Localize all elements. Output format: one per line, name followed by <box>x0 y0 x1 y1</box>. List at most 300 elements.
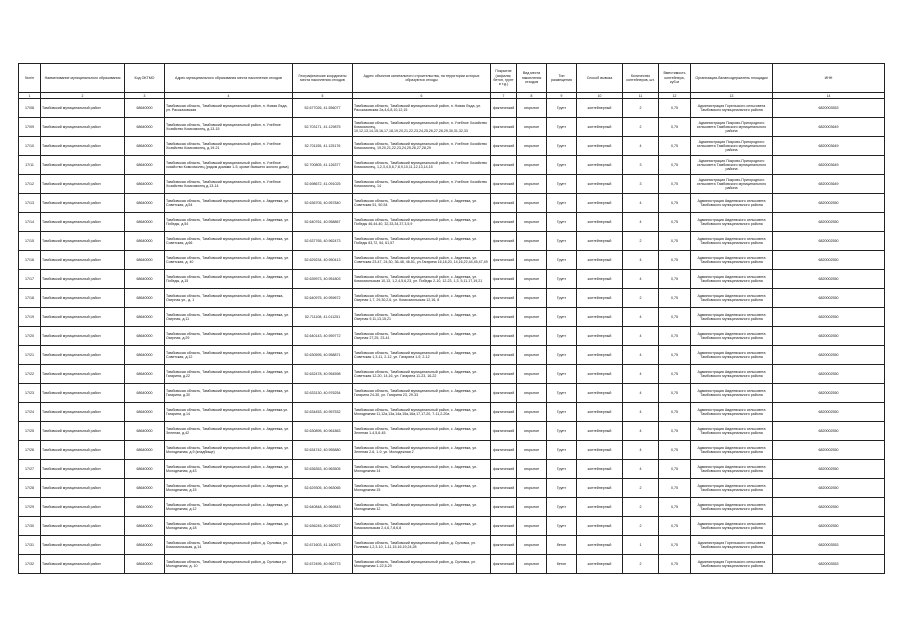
column-number: 1 <box>19 93 41 99</box>
cell-site-address: Тамбовская область, Тамбовский муниципальный район, с. Авдеевка, ул. Зеленая, д.42 <box>165 422 293 441</box>
cell-owner-organization: Администрация Покрово-Пригородного сельсовета Тамбовского муниципального района <box>691 137 773 156</box>
cell-coordinates: 52.637765, 40.962473 <box>293 232 353 251</box>
cell-oktmo-code: 68640000 <box>125 118 165 137</box>
cell-container-count: 3 <box>623 175 659 194</box>
cell-inn: 6820002550 <box>773 346 885 365</box>
cell-removal-method: контейнерный <box>577 384 623 403</box>
cell-surface: фактический <box>491 137 517 156</box>
cell-served-addresses: Тамбовская область, Тамбовский муниципальный район, с. Авдеевка, ул. Озерная 1,7, 29,30,2,6, ул. Комсомольская 12,16, 8 <box>353 289 491 308</box>
cell-site-address: Тамбовская область, Тамбовский муниципальный район, п. Учебное Хозяйство Комсомолец, д.13-15 <box>165 118 293 137</box>
column-header-container-count: Количество контейнеров, шт. <box>623 64 659 93</box>
cell-removal-method: контейнерный <box>577 289 623 308</box>
column-number: 12 <box>659 93 691 99</box>
cell-owner-organization: Администрация Авдеевского сельсовета Тамбовского муниципального района <box>691 403 773 422</box>
column-header-site-address: Адрес муниципального образования места накопления отходов <box>165 64 293 93</box>
cell-site-address: Тамбовская область, Тамбовский муниципальный район, с. Авдеевка, ул. Молодежная, д.15 <box>165 479 293 498</box>
cell-removal-method: контейнерный <box>577 270 623 289</box>
cell-served-addresses: Тамбовская область, Тамбовский муниципальный район, с. Авдеевка, ул. Комсомольская 2,4,6,7,8,6,8 <box>353 517 491 536</box>
cell-container-volume: 0,75 <box>659 441 691 460</box>
cell-inn: 6820002550 <box>773 479 885 498</box>
cell-placement-type: Грунт <box>547 175 577 194</box>
cell-placement-type: Грунт <box>547 137 577 156</box>
cell-site-type: открытое <box>517 270 547 289</box>
cell-placement-type: Грунт <box>547 327 577 346</box>
cell-owner-organization: Администрация Авдеевского сельсовета Тамбовского муниципального района <box>691 327 773 346</box>
cell-oktmo-code: 68640000 <box>125 213 165 232</box>
cell-municipality: Тамбовский муниципальный район <box>41 175 125 194</box>
cell-container-volume: 0,75 <box>659 384 691 403</box>
cell-oktmo-code: 68640000 <box>125 441 165 460</box>
cell-container-volume: 0,75 <box>659 289 691 308</box>
cell-placement-type: Грунт <box>547 422 577 441</box>
cell-municipality: Тамбовский муниципальный район <box>41 536 125 555</box>
cell-container-volume: 0,75 <box>659 555 691 574</box>
cell-row-number: 17/21 <box>19 346 41 365</box>
cell-municipality: Тамбовский муниципальный район <box>41 118 125 137</box>
cell-coordinates: 52.677026, 41.556077 <box>293 99 353 118</box>
cell-site-type: открытое <box>517 137 547 156</box>
cell-oktmo-code: 68640000 <box>125 327 165 346</box>
cell-coordinates: 52.672495, 40.962773 <box>293 555 353 574</box>
column-number: 14 <box>773 93 885 99</box>
cell-placement-type: Грунт <box>547 479 577 498</box>
cell-container-count: 2 <box>623 232 659 251</box>
cell-site-address: Тамбовская область, Тамбовский муниципальный район, с. Авдеевка, ул. Советская, д.66 <box>165 232 293 251</box>
cell-site-type: открытое <box>517 327 547 346</box>
cell-served-addresses: Тамбовская область, Тамбовский муниципальный район, с. Авдеевка, ул. Зеленая 2-6, 1-9, ул. Молодежная 2 <box>353 441 491 460</box>
cell-container-count: 4 <box>623 441 659 460</box>
cell-owner-organization: Администрация Авдеевского сельсовета Тамбовского муниципального района <box>691 213 773 232</box>
cell-site-address: Тамбовская область, Тамбовский муниципальный район, с. Авдеевка, ул. Молодежная, д.43 <box>165 460 293 479</box>
cell-container-volume: 0,75 <box>659 232 691 251</box>
column-number: 6 <box>353 93 491 99</box>
cell-container-volume: 0,75 <box>659 365 691 384</box>
cell-municipality: Тамбовский муниципальный район <box>41 460 125 479</box>
cell-municipality: Тамбовский муниципальный район <box>41 346 125 365</box>
cell-container-count: 4 <box>623 460 659 479</box>
cell-site-address: Тамбовская область, Тамбовский муниципальный район, д. Орловка ул. Молодежная, д. 10 <box>165 555 293 574</box>
cell-site-address: Тамбовская область, Тамбовский муниципальный район, с. Авдеевка, ул. Советская, д.54 <box>165 194 293 213</box>
cell-served-addresses: Тамбовская область, Тамбовский муниципальный район, п. Учебное Хозяйство Комсомолец, 10,12,13,14,15,16,17,18,19,20,21,22,23,24,25,26,27,28,29,30,31,32,33 <box>353 118 491 137</box>
column-header-removal-method: Способ вывоза <box>577 64 623 93</box>
table-row <box>19 251 885 270</box>
cell-municipality: Тамбовский муниципальный район <box>41 99 125 118</box>
cell-inn: 6820003649 <box>773 118 885 137</box>
cell-inn: 6820002550 <box>773 308 885 327</box>
cell-removal-method: контейнерный <box>577 422 623 441</box>
cell-removal-method: контейнерный <box>577 118 623 137</box>
cell-surface: фактический <box>491 308 517 327</box>
cell-container-volume: 0,75 <box>659 270 691 289</box>
cell-container-count: 2 <box>623 555 659 574</box>
column-header-site-type: Вид места накопления отходов <box>517 64 547 93</box>
cell-removal-method: контейнерный <box>577 251 623 270</box>
cell-served-addresses: Тамбовская область, Тамбовский муниципальный район, с. Авдеевка, ул. Зеленая 1-4,5,6-45 <box>353 422 491 441</box>
cell-site-type: открытое <box>517 441 547 460</box>
cell-site-address: Тамбовская область, Тамбовский муниципальный район, с. Авдеевка, ул. Победы, д.15 <box>165 270 293 289</box>
cell-placement-type: Грунт <box>547 308 577 327</box>
cell-placement-type: Грунт <box>547 213 577 232</box>
cell-inn: 6820003553 <box>773 555 885 574</box>
table-row <box>19 175 885 194</box>
cell-site-type: открытое <box>517 194 547 213</box>
cell-municipality: Тамбовский муниципальный район <box>41 308 125 327</box>
column-header-container-volume: Вместимость контейнера, куб.м <box>659 64 691 93</box>
cell-surface: фактический <box>491 479 517 498</box>
cell-coordinates: 52.636353, 40.963505 <box>293 460 353 479</box>
cell-row-number: 17/09 <box>19 118 41 137</box>
cell-container-volume: 0,75 <box>659 498 691 517</box>
cell-row-number: 17/16 <box>19 251 41 270</box>
cell-oktmo-code: 68640000 <box>125 270 165 289</box>
cell-coordinates: 52.630595, 40.958871 <box>293 346 353 365</box>
cell-served-addresses: Тамбовская область, Тамбовский муниципальный район, п. Учебное Хозяйство Комсомолец, 14 <box>353 175 491 194</box>
column-header-placement-type: Тип размещения <box>547 64 577 93</box>
cell-served-addresses: Тамбовская область, Тамбовский муниципальный район, с. Авдеевка, ул. Молодежная 12 <box>353 498 491 517</box>
cell-container-count: 2 <box>623 498 659 517</box>
cell-container-volume: 0,75 <box>659 536 691 555</box>
cell-placement-type: Грунт <box>547 232 577 251</box>
cell-surface: фактический <box>491 517 517 536</box>
cell-site-type: открытое <box>517 175 547 194</box>
cell-coordinates: 52.632478, 40.954598 <box>293 365 353 384</box>
cell-container-count: 2 <box>623 99 659 118</box>
cell-oktmo-code: 68640000 <box>125 156 165 175</box>
cell-placement-type: Грунт <box>547 403 577 422</box>
cell-site-address: Тамбовская область, Тамбовский муниципальный район, д. Орловка, ул. Комсомольская, д.14 <box>165 536 293 555</box>
cell-owner-organization: Администрация Авдеевского сельсовета Тамбовского муниципального района <box>691 270 773 289</box>
cell-site-address: Тамбовская область, Тамбовский муниципальный район, п. Новая Ляда, ул. Рассказовская <box>165 99 293 118</box>
column-number: 10 <box>577 93 623 99</box>
cell-served-addresses: Тамбовская область, Тамбовский муниципальный район, д. Орловка, ул. Полевая 1,2,3-10, 1-11,15,16,19,24,28 <box>353 536 491 555</box>
table-row <box>19 555 885 574</box>
cell-owner-organization: Администрация Авдеевского сельсовета Тамбовского муниципального района <box>691 194 773 213</box>
cell-inn: 6820002550 <box>773 384 885 403</box>
table-row <box>19 289 885 308</box>
cell-owner-organization: Администрация Авдеевского сельсовета Тамбовского муниципального района <box>691 517 773 536</box>
cell-container-count: 2 <box>623 479 659 498</box>
cell-site-address: Тамбовская область, Тамбовский муниципальный район, с. Авдеевка, ул. Молодежная, д.18 <box>165 517 293 536</box>
cell-inn: 6820002550 <box>773 270 885 289</box>
cell-municipality: Тамбовский муниципальный район <box>41 479 125 498</box>
cell-inn: 6820002550 <box>773 403 885 422</box>
cell-container-count: 4 <box>623 137 659 156</box>
cell-site-type: открытое <box>517 403 547 422</box>
cell-placement-type: Грунт <box>547 384 577 403</box>
cell-row-number: 17/32 <box>19 555 41 574</box>
cell-inn: 6820003649 <box>773 156 885 175</box>
cell-row-number: 17/15 <box>19 232 41 251</box>
cell-site-address: Тамбовская область, Тамбовский муниципальный район, п. Учебное Хозяйство Комсомолец д.13-14 <box>165 175 293 194</box>
cell-placement-type: бетон <box>547 555 577 574</box>
cell-container-count: 1 <box>623 536 659 555</box>
cell-surface: фактический <box>491 175 517 194</box>
column-number: 11 <box>623 93 659 99</box>
cell-container-volume: 0,75 <box>659 213 691 232</box>
cell-row-number: 17/27 <box>19 460 41 479</box>
cell-container-volume: 0,75 <box>659 517 691 536</box>
cell-row-number: 17/14 <box>19 213 41 232</box>
cell-site-type: открытое <box>517 460 547 479</box>
cell-row-number: 17/31 <box>19 536 41 555</box>
table-row <box>19 308 885 327</box>
cell-row-number: 17/10 <box>19 137 41 156</box>
cell-inn: 6820002550 <box>773 498 885 517</box>
cell-container-volume: 0,75 <box>659 479 691 498</box>
cell-removal-method: контейнерный <box>577 137 623 156</box>
cell-municipality: Тамбовский муниципальный район <box>41 289 125 308</box>
column-number: 9 <box>547 93 577 99</box>
cell-served-addresses: Тамбовская область, Тамбовский муниципальный район, с. Авдеевка, ул. Советская 12-20, 14,16, ул. Гагарина 11-23, 16-22 <box>353 365 491 384</box>
cell-surface: фактический <box>491 99 517 118</box>
cell-site-address: Тамбовская область, Тамбовский муниципальный район, с. Авдеевка, ул. Озерная, д.29 <box>165 327 293 346</box>
cell-container-volume: 0,75 <box>659 308 691 327</box>
cell-site-type: открытое <box>517 365 547 384</box>
cell-surface: фактический <box>491 213 517 232</box>
cell-municipality: Тамбовский муниципальный район <box>41 156 125 175</box>
column-header-oktmo-code: Код ОКТМО <box>125 64 165 93</box>
cell-removal-method: контейнерный <box>577 156 623 175</box>
cell-container-count: 2 <box>623 517 659 536</box>
cell-served-addresses: Тамбовская область, Тамбовский муниципальный район, с. Авдеевка, ул. Советская 23-47, 24,30, 36-48, 46-51, ул.Гагарина 16,18,20, 14,16,22,44,45,47,49 <box>353 251 491 270</box>
cell-removal-method: контейнерный <box>577 365 623 384</box>
cell-municipality: Тамбовский муниципальный район <box>41 137 125 156</box>
cell-coordinates: 52.629305, 40.963065 <box>293 479 353 498</box>
cell-coordinates: 52.634453, 40.957532 <box>293 403 353 422</box>
cell-served-addresses: Тамбовская область, Тамбовский муниципальный район, с. Авдеевка, ул. Озерная 27,25, 23-41 <box>353 327 491 346</box>
cell-owner-organization: Администрация Авдеевского сельсовета Тамбовского муниципального района <box>691 479 773 498</box>
cell-site-type: открытое <box>517 536 547 555</box>
cell-inn: 6820002550 <box>773 194 885 213</box>
cell-owner-organization: Администрация Авдеевского сельсовета Тамбовского муниципального района <box>691 441 773 460</box>
cell-site-address: Тамбовская область, Тамбовский муниципальный район, с. Авдеевка, Озерная ул., д. 1 <box>165 289 293 308</box>
cell-placement-type: Грунт <box>547 498 577 517</box>
cell-owner-organization: Администрация Авдеевского сельсовета Тамбовского муниципального района <box>691 251 773 270</box>
cell-surface: фактический <box>491 384 517 403</box>
cell-site-type: открытое <box>517 346 547 365</box>
cell-removal-method: контейнерный <box>577 213 623 232</box>
column-number: 4 <box>165 93 293 99</box>
cell-owner-organization: Администрация Покрово-Пригородного сельсовета Тамбовского муниципального района <box>691 118 773 137</box>
column-number: 8 <box>517 93 547 99</box>
cell-municipality: Тамбовский муниципальный район <box>41 365 125 384</box>
cell-placement-type: Грунт <box>547 289 577 308</box>
table-row <box>19 384 885 403</box>
cell-owner-organization: Администрация Авдеевского сельсовета Тамбовского муниципального района <box>691 460 773 479</box>
cell-placement-type: Грунт <box>547 346 577 365</box>
table-row <box>19 137 885 156</box>
cell-placement-type: Грунт <box>547 517 577 536</box>
cell-site-type: открытое <box>517 384 547 403</box>
cell-placement-type: Грунт <box>547 251 577 270</box>
cell-placement-type: Грунт <box>547 194 577 213</box>
cell-surface: фактический <box>491 251 517 270</box>
cell-surface: фактический <box>491 365 517 384</box>
cell-owner-organization: Администрация Авдеевского сельсовета Тамбовского муниципального района <box>691 232 773 251</box>
cell-owner-organization: Администрация Покрово-Пригородного сельсовета Тамбовского муниципального района <box>691 175 773 194</box>
cell-container-count: 4 <box>623 270 659 289</box>
cell-oktmo-code: 68640000 <box>125 99 165 118</box>
cell-oktmo-code: 68640000 <box>125 498 165 517</box>
cell-container-count: 2 <box>623 118 659 137</box>
cell-inn: 6820002550 <box>773 517 885 536</box>
cell-surface: фактический <box>491 555 517 574</box>
cell-oktmo-code: 68640000 <box>125 308 165 327</box>
cell-coordinates: 52.703171, 41.129875 <box>293 118 353 137</box>
cell-inn: 6820003553 <box>773 99 885 118</box>
cell-coordinates: 52.636705, 40.957840 <box>293 194 353 213</box>
table-row <box>19 270 885 289</box>
cell-site-type: открытое <box>517 99 547 118</box>
cell-surface: фактический <box>491 232 517 251</box>
cell-inn: 6820002550 <box>773 460 885 479</box>
cell-container-count: 4 <box>623 213 659 232</box>
cell-surface: фактический <box>491 289 517 308</box>
cell-owner-organization: Администрация Горельского сельсовета Тамбовского муниципального района <box>691 536 773 555</box>
cell-oktmo-code: 68640000 <box>125 403 165 422</box>
table-row <box>19 403 885 422</box>
cell-removal-method: контейнерный <box>577 403 623 422</box>
cell-removal-method: контейнерный <box>577 346 623 365</box>
cell-row-number: 17/18 <box>19 289 41 308</box>
cell-container-volume: 0,75 <box>659 118 691 137</box>
cell-surface: фактический <box>491 460 517 479</box>
cell-removal-method: контейнерный <box>577 232 623 251</box>
cell-container-volume: 0,75 <box>659 175 691 194</box>
cell-surface: фактический <box>491 536 517 555</box>
cell-oktmo-code: 68640000 <box>125 194 165 213</box>
cell-removal-method: контейнерный <box>577 498 623 517</box>
cell-site-address: Тамбовская область, Тамбовский муниципальный район, п. Учебное Хозяйство Комсомолец, д.19-21 <box>165 137 293 156</box>
column-header-municipality: Наименование муниципального образования <box>41 64 125 93</box>
cell-owner-organization: Администрация Авдеевского сельсовета Тамбовского муниципального района <box>691 498 773 517</box>
cell-inn: 6820002550 <box>773 441 885 460</box>
cell-owner-organization: Администрация Авдеевского сельсовета Тамбовского муниципального района <box>691 289 773 308</box>
cell-row-number: 17/08 <box>19 99 41 118</box>
cell-served-addresses: Тамбовская область, Тамбовский муниципальный район, с. Авдеевка, ул. Комсомольская 10,13, 1,2,4,5,6,23, ул. Победы 2-10, 12-23, 1,3, 5,11,17,19,21 <box>353 270 491 289</box>
cell-served-addresses: Тамбовская область, Тамбовский муниципальный район, с. Авдеевка, ул. Советская 51, 50-54 <box>353 194 491 213</box>
cell-site-address: Тамбовская область, Тамбовский муниципальный район, с. Авдеевка, ул. Советская, д. 40 <box>165 251 293 270</box>
cell-oktmo-code: 68640000 <box>125 175 165 194</box>
table-row <box>19 232 885 251</box>
column-header-row-number: №п/п <box>19 64 41 93</box>
cell-owner-organization: Администрация Покрово-Пригородного сельсовета Тамбовского муниципального района <box>691 156 773 175</box>
table-row <box>19 213 885 232</box>
cell-container-count: 4 <box>623 251 659 270</box>
cell-container-count: 4 <box>623 194 659 213</box>
cell-removal-method: контейнерный <box>577 327 623 346</box>
cell-owner-organization: Администрация Авдеевского сельсовета Тамбовского муниципального района <box>691 384 773 403</box>
cell-row-number: 17/25 <box>19 422 41 441</box>
cell-row-number: 17/24 <box>19 403 41 422</box>
cell-site-type: открытое <box>517 156 547 175</box>
table-row <box>19 441 885 460</box>
cell-served-addresses: Тамбовская область, Тамбовский муниципальный район, с. Авдеевка, ул. Молодежная 11,12а,13а,14а,15а,16а,17,17-20, 7-11,2-20а <box>353 403 491 422</box>
cell-removal-method: контейнерный <box>577 308 623 327</box>
cell-inn: 6820002550 <box>773 213 885 232</box>
cell-surface: фактический <box>491 327 517 346</box>
cell-row-number: 17/30 <box>19 517 41 536</box>
table-row <box>19 517 885 536</box>
table-row <box>19 365 885 384</box>
cell-oktmo-code: 68640000 <box>125 517 165 536</box>
table-row <box>19 479 885 498</box>
header-row <box>19 64 885 93</box>
cell-owner-organization: Администрация Горельского сельсовета Тамбовского муниципального района <box>691 555 773 574</box>
cell-oktmo-code: 68640000 <box>125 460 165 479</box>
cell-owner-organization: Администрация Авдеевского сельсовета Тамбовского муниципального района <box>691 346 773 365</box>
cell-site-type: открытое <box>517 213 547 232</box>
cell-row-number: 17/23 <box>19 384 41 403</box>
cell-site-type: открытое <box>517 479 547 498</box>
cell-site-address: Тамбовская область, Тамбовский муниципальный район, с. Авдеевка, ул. Молодежная, д.9 (кладбище) <box>165 441 293 460</box>
cell-site-address: Тамбовская область, Тамбовский муниципальный район, п. Учебное хозяйство Комсомолец (рядом домами 1-5, кроме бывшего жилого дома) <box>165 156 293 175</box>
cell-inn: 6820002550 <box>773 327 885 346</box>
cell-coordinates: 52.629234, 40.950413 <box>293 251 353 270</box>
cell-municipality: Тамбовский муниципальный район <box>41 441 125 460</box>
cell-coordinates: 52.640761, 40.958867 <box>293 213 353 232</box>
cell-container-count: 4 <box>623 422 659 441</box>
cell-served-addresses: Тамбовская область, Тамбовский муниципальный район, п. Учебное Хозяйство Комсомолец, 19,20,21,22,23,24,25,26,27,28,29 <box>353 137 491 156</box>
registry-table <box>18 63 885 574</box>
cell-served-addresses: Тамбовская область, Тамбовский муниципальный район, д. Орловка, ул. Молодежная 1-22,5-20 <box>353 555 491 574</box>
cell-container-volume: 0,75 <box>659 403 691 422</box>
cell-placement-type: бетон <box>547 536 577 555</box>
cell-oktmo-code: 68640000 <box>125 384 165 403</box>
cell-coordinates: 52.701155, 41.125176 <box>293 137 353 156</box>
cell-site-address: Тамбовская область, Тамбовский муниципальный район, с. Авдеевка, ул. Победы, д.54 <box>165 213 293 232</box>
cell-municipality: Тамбовский муниципальный район <box>41 422 125 441</box>
cell-removal-method: контейнерный <box>577 517 623 536</box>
cell-row-number: 17/28 <box>19 479 41 498</box>
cell-site-type: открытое <box>517 422 547 441</box>
cell-removal-method: контейнерный <box>577 555 623 574</box>
cell-container-volume: 0,75 <box>659 156 691 175</box>
cell-placement-type: Грунт <box>547 156 577 175</box>
cell-row-number: 17/29 <box>19 498 41 517</box>
cell-municipality: Тамбовский муниципальный район <box>41 498 125 517</box>
cell-oktmo-code: 68640000 <box>125 346 165 365</box>
cell-container-volume: 0,75 <box>659 346 691 365</box>
cell-coordinates: 52.630895, 40.961863 <box>293 422 353 441</box>
cell-site-address: Тамбовская область, Тамбовский муниципальный район, с. Авдеевка, ул. Озерная, д.11 <box>165 308 293 327</box>
cell-surface: фактический <box>491 156 517 175</box>
cell-coordinates: 52.698672, 41.091025 <box>293 175 353 194</box>
cell-site-type: открытое <box>517 517 547 536</box>
cell-site-type: открытое <box>517 289 547 308</box>
cell-row-number: 17/26 <box>19 441 41 460</box>
cell-coordinates: 52.633130, 40.976254 <box>293 384 353 403</box>
cell-surface: фактический <box>491 194 517 213</box>
cell-removal-method: контейнерный <box>577 194 623 213</box>
cell-municipality: Тамбовский муниципальный район <box>41 327 125 346</box>
column-header-coordinates: Географические координаты места накопления отходов <box>293 64 353 93</box>
cell-inn: 6820003649 <box>773 175 885 194</box>
column-number: 2 <box>41 93 125 99</box>
cell-oktmo-code: 68640000 <box>125 422 165 441</box>
cell-row-number: 17/11 <box>19 156 41 175</box>
column-header-inn: ИНН <box>773 64 885 93</box>
cell-removal-method: контейнерный <box>577 479 623 498</box>
cell-surface: фактический <box>491 403 517 422</box>
cell-coordinates: 52.640848, 40.969843 <box>293 498 353 517</box>
cell-placement-type: Грунт <box>547 441 577 460</box>
cell-container-count: 4 <box>623 327 659 346</box>
cell-site-type: открытое <box>517 232 547 251</box>
cell-coordinates: 52.671603, 41.180973 <box>293 536 353 555</box>
cell-inn: 6820002550 <box>773 232 885 251</box>
column-header-surface: Покрытие (асфальт, бетон, грунт и т.д.) <box>491 64 517 93</box>
